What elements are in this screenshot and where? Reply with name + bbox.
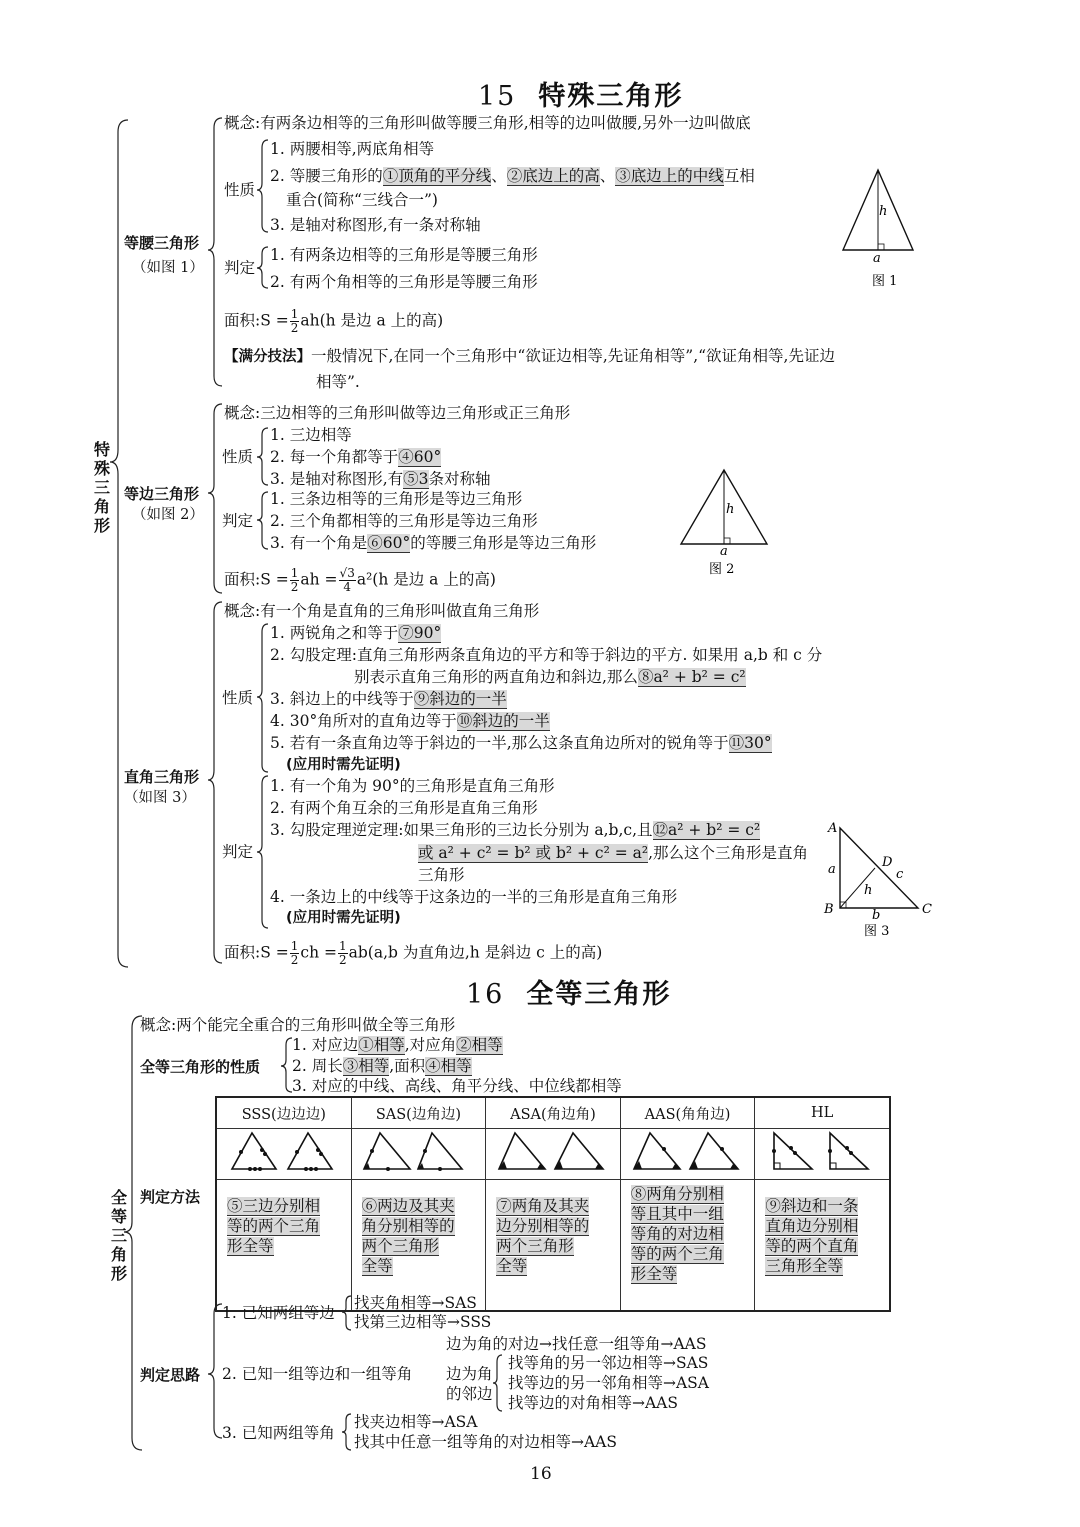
fig2-caption: 图 2 [709, 562, 735, 577]
idea-3b: 找其中任意一组等角的对边相等→AAS [354, 1433, 617, 1451]
equi-area: 面积:S = $\frac{1}{2}$ ah = $\frac{√3}{4}$ a²(h 是边 a 上的高) [224, 566, 496, 594]
table-header-cell: HL [755, 1097, 890, 1129]
equi-judge-3: 3. 有一个角是⑥60°的等腰三角形是等边三角形 [270, 534, 597, 552]
right-fig-ref: （如图 3） [124, 790, 196, 806]
sas-description: ⑥两边及其夹 角分别相等的 两个三角形 全等 [351, 1180, 486, 1312]
congruence-criteria-table [215, 1096, 891, 1312]
figure-3-right [820, 818, 940, 943]
right-judge-label: 判定 [222, 843, 254, 861]
right-prop-label: 性质 [222, 689, 254, 707]
cong-prop-2: 2. 周长③相等,面积④相等 [292, 1057, 472, 1075]
aas-figure [620, 1129, 755, 1180]
fig3-h: h [864, 883, 873, 898]
equi-judge-label: 判定 [222, 512, 254, 530]
right-prop-1: 1. 两锐角之和等于⑦90° [270, 624, 442, 642]
equi-judge-2: 2. 三个角都相等的三角形是等边三角形 [270, 512, 538, 530]
right-judge-2: 2. 有两个角互余的三角形是直角三角形 [270, 799, 538, 817]
equi-prop-1: 1. 三边相等 [270, 426, 352, 444]
table-header-cell: ASA(角边角) [486, 1097, 621, 1129]
right-judge-4-note: (应用时需先证明) [286, 910, 401, 926]
fig1-h: h [879, 204, 888, 219]
idea-1b: 找第三边相等→SSS [354, 1313, 492, 1331]
sss-description: ⑤三边分别相 等的两个三角 形全等 [216, 1180, 351, 1312]
cong-idea-label: 判定思路 [140, 1366, 201, 1384]
right-judge-3-end: 三角形 [418, 866, 465, 884]
idea-2e: 找等边的对角相等→AAS [508, 1394, 678, 1412]
right-concept: 概念:有一个角是直角的三角形叫做直角三角形 [224, 602, 540, 620]
right-prop-2-cont: 别表示直角三角形的两直角边和斜边,那么⑧a² + b² = c² [354, 668, 746, 686]
figure-2-equilateral [676, 465, 776, 580]
iso-judge-label: 判定 [224, 259, 256, 277]
idea-2b1: 边为角 [446, 1365, 493, 1383]
iso-fig-ref: （如图 1） [132, 260, 204, 276]
cong-prop-3: 3. 对应的中线、高线、角平分线、中位线都相等 [292, 1077, 622, 1095]
right-prop-5: 5. 若有一条直角边等于斜边的一半,那么这条直角边所对的锐角等于⑪30° [270, 734, 772, 752]
iso-judge-2: 2. 有两个角相等的三角形是等腰三角形 [270, 273, 538, 291]
table-header-cell: AAS(角角边) [620, 1097, 755, 1129]
fig3-c: c [896, 867, 904, 882]
iso-prop-3: 3. 是轴对称图形,有一条对称轴 [270, 216, 481, 234]
equi-prop-3: 3. 是轴对称图形,有⑤3条对称轴 [270, 470, 491, 488]
aas-description: ⑧两角分别相 等且其中一组 等角的对边相 等的两个三角 形全等 [620, 1180, 755, 1312]
right-triangle-shape [840, 828, 918, 908]
fig1-caption: 图 1 [872, 274, 898, 289]
figure-1-isosceles [838, 165, 938, 295]
idea-2c: 找等角的另一邻边相等→SAS [508, 1354, 709, 1372]
fig3-a: a [828, 862, 836, 877]
idea-1a: 找夹角相等→SAS [354, 1294, 477, 1312]
sec15-side-label: 特殊三角形 [93, 440, 110, 535]
table-header-cell: SSS(边边边) [216, 1097, 351, 1129]
iso-prop-label: 性质 [224, 181, 256, 199]
cong-concept: 概念:两个能完全重合的三角形叫做全等三角形 [140, 1016, 456, 1034]
iso-concept: 概念:有两条边相等的三角形叫做等腰三角形,相等的边叫做腰,另外一边叫做底 [224, 114, 751, 132]
idea-2d: 找等边的另一邻角相等→ASA [508, 1374, 709, 1392]
fig1-a: a [873, 251, 881, 266]
equi-category: 等边三角形 [124, 485, 200, 503]
cong-prop-1: 1. 对应边①相等,对应角②相等 [292, 1036, 503, 1054]
sas-figure [351, 1129, 486, 1180]
right-area: 面积:S = $\frac{1}{2}$ ch = $\frac{1}{2}$ ab(a,b 为直角边,h 是斜边 c 上的高) [224, 939, 603, 967]
iso-prop-2-cont: 重合(简称“三线合一”) [286, 191, 438, 209]
right-judge-3: 3. 勾股定理逆定理:如果三角形的三边长分别为 a,b,c,且⑫a² + b² = c² [270, 821, 761, 839]
equi-prop-label: 性质 [222, 448, 254, 466]
asa-figure [486, 1129, 621, 1180]
sss-figure [216, 1129, 351, 1180]
right-category: 直角三角形 [124, 768, 200, 786]
page-number: 16 [530, 1464, 552, 1484]
fig2-h: h [726, 502, 735, 517]
cong-method-label: 判定方法 [140, 1188, 201, 1206]
right-prop-5-note: (应用时需先证明) [286, 757, 401, 773]
equi-judge-1: 1. 三条边相等的三角形是等边三角形 [270, 490, 523, 508]
iso-category: 等腰三角形 [124, 234, 200, 252]
right-prop-4: 4. 30°角所对的直角边等于⑩斜边的一半 [270, 712, 550, 730]
right-prop-2: 2. 勾股定理:直角三角形两条直角边的平方和等于斜边的平方. 如果用 a,b 和 c 分 [270, 646, 823, 664]
section-16-title: 16 全等三角形 [466, 979, 672, 1010]
iso-judge-1: 1. 有两条边相等的三角形是等腰三角形 [270, 246, 538, 264]
idea-1: 1. 已知两组等边 [222, 1304, 335, 1322]
section-15-title: 15 特殊三角形 [478, 81, 684, 112]
idea-2b2: 的邻边 [446, 1385, 493, 1403]
fig3-B: B [824, 902, 834, 917]
cong-prop-label: 全等三角形的性质 [140, 1058, 261, 1076]
equi-fig-ref: （如图 2） [132, 507, 204, 523]
idea-2a: 边为角的对边→找任意一组等角→AAS [446, 1335, 707, 1353]
idea-2: 2. 已知一组等边和一组等角 [222, 1365, 413, 1383]
idea-3a: 找夹边相等→ASA [354, 1413, 478, 1431]
iso-tip: 【满分技法】一般情况下,在同一个三角形中“欲证边相等,先证角相等”,“欲证角相等,先证边 [224, 347, 835, 365]
hl-figure [755, 1129, 890, 1180]
fig3-caption: 图 3 [864, 924, 890, 939]
equi-concept: 概念:三边相等的三角形叫做等边三角形或正三角形 [224, 404, 571, 422]
fig3-A: A [828, 821, 838, 836]
fig3-D: D [882, 855, 893, 870]
asa-description: ⑦两角及其夹 边分别相等的 两个三角形 全等 [486, 1180, 621, 1312]
idea-3: 3. 已知两组等角 [222, 1424, 335, 1442]
table-header-row [216, 1097, 890, 1129]
sec16-side-label: 全等三角形 [110, 1188, 127, 1283]
iso-area: 面积:S = $\frac{1}{2}$ ah(h 是边 a 上的高) [224, 307, 444, 335]
equi-prop-2: 2. 每一个角都等于④60° [270, 448, 442, 466]
iso-prop-1: 1. 两腰相等,两底角相等 [270, 140, 435, 158]
right-judge-4: 4. 一条边上的中线等于这条边的一半的三角形是直角三角形 [270, 888, 678, 906]
fig3-C: C [922, 902, 932, 917]
table-figure-row [216, 1129, 890, 1180]
iso-tip-cont: 相等”. [316, 373, 360, 391]
table-header-cell: SAS(边角边) [351, 1097, 486, 1129]
table-text-row [216, 1180, 890, 1312]
fig3-b: b [872, 908, 881, 923]
fig2-a: a [720, 544, 728, 559]
iso-prop-2: 2. 等腰三角形的①顶角的平分线、②底边上的高、③底边上的中线互相 [270, 167, 755, 185]
hl-description: ⑨斜边和一条 直角边分别相 等的两个直角 三角形全等 [755, 1180, 890, 1312]
right-prop-3: 3. 斜边上的中线等于⑨斜边的一半 [270, 690, 507, 708]
right-judge-1: 1. 有一个角为 90°的三角形是直角三角形 [270, 777, 555, 795]
right-judge-3-cont: 或 a² + c² = b² 或 b² + c² = a²,那么这个三角形是直角 [418, 844, 809, 862]
